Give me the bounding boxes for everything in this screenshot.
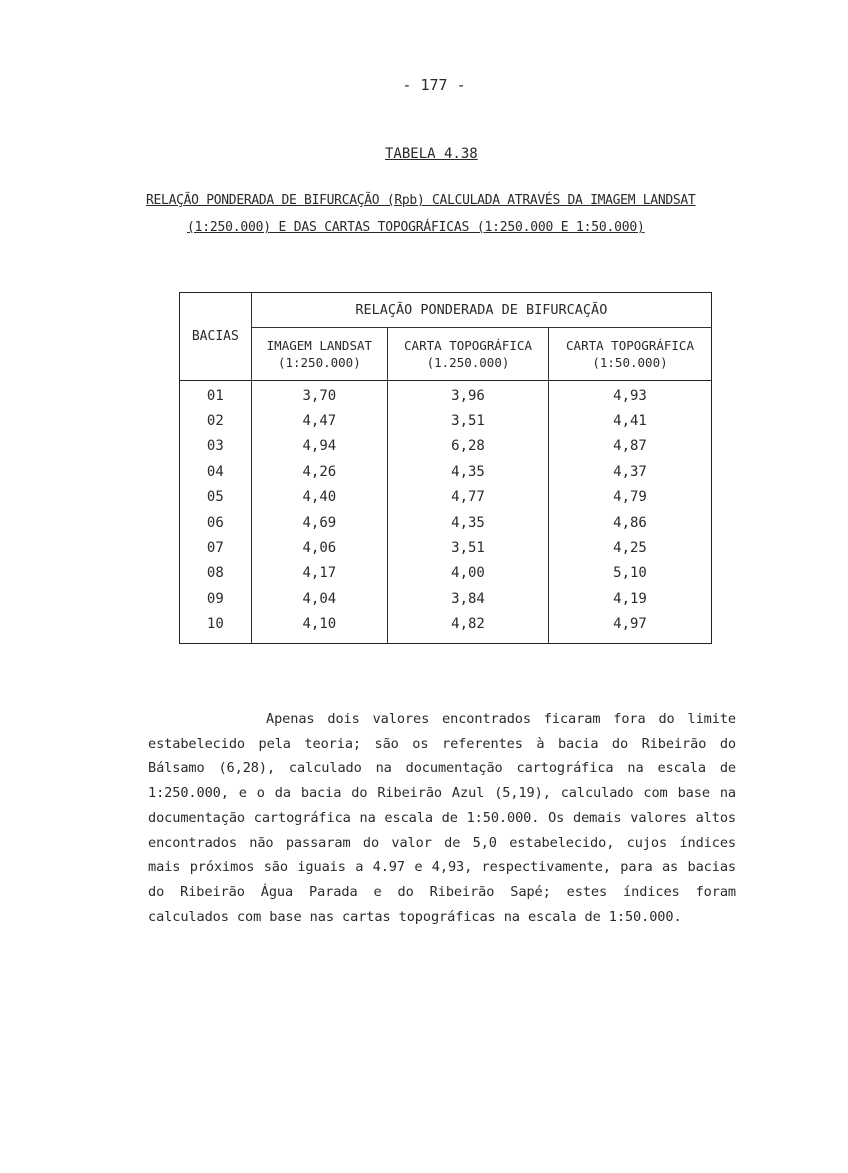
cell-carta-50000: 4,79 — [613, 489, 647, 506]
header-imagem-landsat — [251, 328, 387, 381]
cell-carta-250000: 3,51 — [388, 535, 549, 560]
cell-bacia: 04 — [180, 459, 252, 484]
cell-carta-250000: 4,77 — [388, 485, 549, 510]
cell-bacia: 01 — [180, 381, 252, 409]
cell-landsat: 4,40 — [251, 485, 387, 510]
cell-landsat: 4,06 — [251, 535, 387, 560]
table-row — [180, 459, 712, 484]
cell-carta-250000: 4,82 — [388, 612, 549, 644]
header-carta-250000-scale: (1.250.000) — [426, 355, 510, 370]
header-carta-250000-name: CARTA TOPOGRÁFICA — [404, 338, 532, 353]
page-number: - 177 - — [402, 76, 466, 94]
cell-carta-250000: 6,28 — [388, 434, 549, 459]
cell-landsat: 4,94 — [251, 434, 387, 459]
table-row — [180, 381, 712, 409]
cell-bacia: 03 — [180, 434, 252, 459]
cell-carta-50000: 4,19 — [613, 590, 647, 607]
table-row — [180, 586, 712, 611]
cell-bacia: 02 — [180, 408, 252, 433]
cell-landsat: 4,69 — [251, 510, 387, 535]
cell-carta-250000: 3,96 — [388, 381, 549, 409]
cell-carta-50000: 4,37 — [613, 463, 647, 480]
body-paragraph: Apenas dois valores encontrados ficaram fora do limite estabelecido pela teoria; são os referentes à bacia do Ribeirão do Bálsamo (6,28), calculado na documentação cartográfica na escala de 1:250.000, e o da bacia do Ribeirão Azul (5,19), calculado com base na documentação cartográfica na escala de 1:50.000. Os demais valores altos encontrados não passaram do valor de 5,0 estabelecido, cujos índices mais próximos são iguais a 4.97 e 4,93, respectivamente, para as bacias do Ribeirão Água Parada e do Ribeirão Sapé; estes índices foram calculados com base nas cartas topográficas na escala de 1:50.000. — [148, 711, 736, 925]
cell-landsat: 4,04 — [251, 586, 387, 611]
table-row — [180, 485, 712, 510]
header-relacao-ponderada: RELAÇÃO PONDERADA DE BIFURCAÇÃO — [251, 293, 711, 328]
cell-carta-50000: 4,41 — [613, 413, 647, 430]
table-title-line-1: RELAÇÃO PONDERADA DE BIFURCAÇÃO (Rpb) CALCULADA ATRAVÉS DA IMAGEM LANDSAT — [146, 193, 696, 208]
cell-bacia: 09 — [180, 586, 252, 611]
cell-bacia: 10 — [180, 612, 252, 644]
cell-carta-50000: 4,25 — [613, 540, 647, 557]
cell-carta-250000: 4,00 — [388, 561, 549, 586]
cell-carta-50000: 4,97 — [549, 612, 712, 644]
table-row — [180, 510, 712, 535]
header-carta-50000 — [549, 328, 712, 381]
cell-landsat: 4,26 — [251, 459, 387, 484]
table-row — [180, 535, 712, 560]
cell-carta-50000: 4,87 — [613, 438, 647, 455]
table-row — [180, 408, 712, 433]
table-row — [180, 612, 712, 644]
cell-carta-250000: 3,51 — [388, 408, 549, 433]
cell-carta-50000: 4,93 — [613, 387, 647, 404]
table-caption: TABELA 4.38 — [385, 146, 478, 162]
header-imagem-landsat-scale: (1:250.000) — [277, 355, 361, 370]
cell-landsat: 4,17 — [251, 561, 387, 586]
cell-carta-50000: 4,86 — [613, 514, 647, 531]
bifurcation-ratio-table — [179, 292, 712, 644]
header-bacias: BACIAS — [180, 293, 252, 381]
table-row — [180, 561, 712, 586]
cell-bacia: 07 — [180, 535, 252, 560]
cell-bacia: 05 — [180, 485, 252, 510]
cell-carta-250000: 3,84 — [388, 586, 549, 611]
cell-bacia: 06 — [180, 510, 252, 535]
table-title-line-2: (1:250.000) E DAS CARTAS TOPOGRÁFICAS (1:250.000 E 1:50.000) — [187, 220, 645, 235]
header-carta-50000-scale: (1:50.000) — [592, 355, 668, 370]
header-imagem-landsat-name: IMAGEM LANDSAT — [266, 338, 373, 353]
cell-landsat: 4,10 — [251, 612, 387, 644]
cell-landsat: 3,70 — [251, 381, 387, 409]
cell-bacia: 08 — [180, 561, 252, 586]
header-carta-250000 — [388, 328, 549, 381]
table-row — [180, 434, 712, 459]
header-carta-50000-name: CARTA TOPOGRÁFICA — [566, 338, 694, 353]
cell-carta-250000: 4,35 — [388, 510, 549, 535]
cell-carta-250000: 4,35 — [388, 459, 549, 484]
cell-carta-50000: 5,10 — [613, 565, 647, 582]
cell-landsat: 4,47 — [251, 408, 387, 433]
